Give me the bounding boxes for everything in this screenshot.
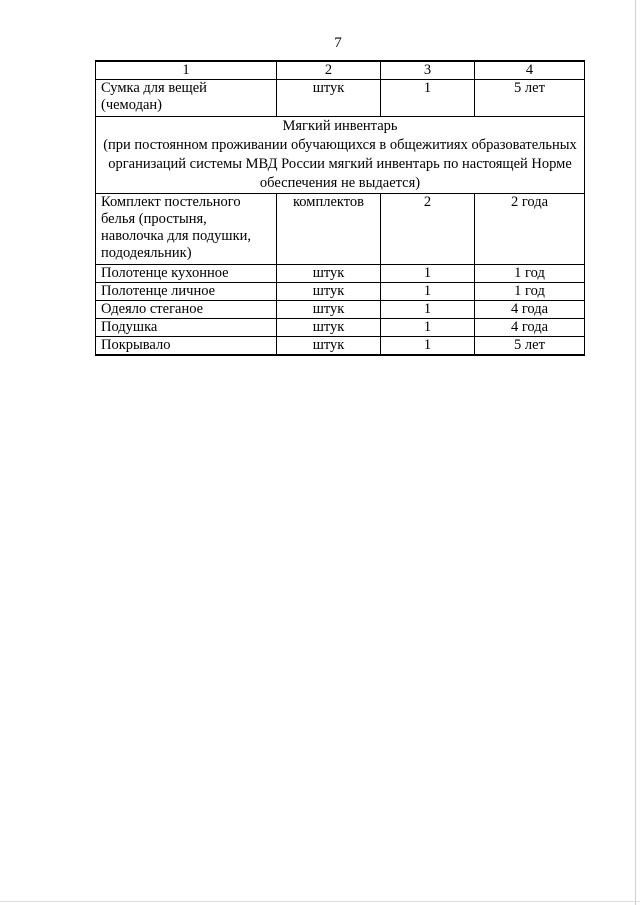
table-row bbox=[96, 283, 585, 301]
item-name: Покрывало bbox=[96, 337, 277, 356]
norm-table bbox=[95, 60, 585, 356]
item-quantity: 1 bbox=[381, 337, 475, 356]
item-unit: штук bbox=[277, 301, 381, 319]
page-edge bbox=[0, 901, 640, 902]
item-term: 1 год bbox=[475, 283, 585, 301]
section-row bbox=[96, 117, 585, 194]
item-quantity: 1 bbox=[381, 283, 475, 301]
section-title: Мягкий инвентарь bbox=[282, 118, 398, 134]
item-unit: штук bbox=[277, 319, 381, 337]
item-quantity: 1 bbox=[381, 80, 475, 117]
table-row bbox=[96, 80, 585, 117]
item-name: Полотенце личное bbox=[96, 283, 277, 301]
section-note: (при постоянном проживании обучающихся в общежитиях образовательных организаций системы МВД России мягкий инвентарь по настоящей Норме обеспечения не выдается) bbox=[103, 137, 577, 191]
page-number: 7 bbox=[334, 35, 342, 51]
item-term: 1 год bbox=[475, 265, 585, 283]
column-number: 1 bbox=[96, 61, 277, 80]
section-heading-cell bbox=[96, 117, 585, 194]
item-term: 5 лет bbox=[475, 337, 585, 356]
item-name: Подушка bbox=[96, 319, 277, 337]
item-term: 2 года bbox=[475, 194, 585, 265]
table-row bbox=[96, 301, 585, 319]
item-term: 5 лет bbox=[475, 80, 585, 117]
column-number: 3 bbox=[381, 61, 475, 80]
item-name: Полотенце кухонное bbox=[96, 265, 277, 283]
item-quantity: 1 bbox=[381, 319, 475, 337]
item-term: 4 года bbox=[475, 319, 585, 337]
item-quantity: 1 bbox=[381, 301, 475, 319]
column-number: 2 bbox=[277, 61, 381, 80]
item-unit: штук bbox=[277, 337, 381, 356]
item-name: Комплект постельного белья (простыня, наволочка для подушки, пододеяльник) bbox=[96, 194, 277, 265]
table-row bbox=[96, 194, 585, 265]
page-edge bbox=[635, 0, 636, 905]
item-name: Одеяло стеганое bbox=[96, 301, 277, 319]
column-number-row bbox=[96, 61, 585, 80]
table-row bbox=[96, 337, 585, 356]
item-unit: комплектов bbox=[277, 194, 381, 265]
column-number: 4 bbox=[475, 61, 585, 80]
item-term: 4 года bbox=[475, 301, 585, 319]
table-row bbox=[96, 319, 585, 337]
table-row bbox=[96, 265, 585, 283]
item-quantity: 1 bbox=[381, 265, 475, 283]
item-unit: штук bbox=[277, 283, 381, 301]
item-quantity: 2 bbox=[381, 194, 475, 265]
item-unit: штук bbox=[277, 80, 381, 117]
item-unit: штук bbox=[277, 265, 381, 283]
item-name: Сумка для вещей (чемодан) bbox=[96, 80, 277, 117]
